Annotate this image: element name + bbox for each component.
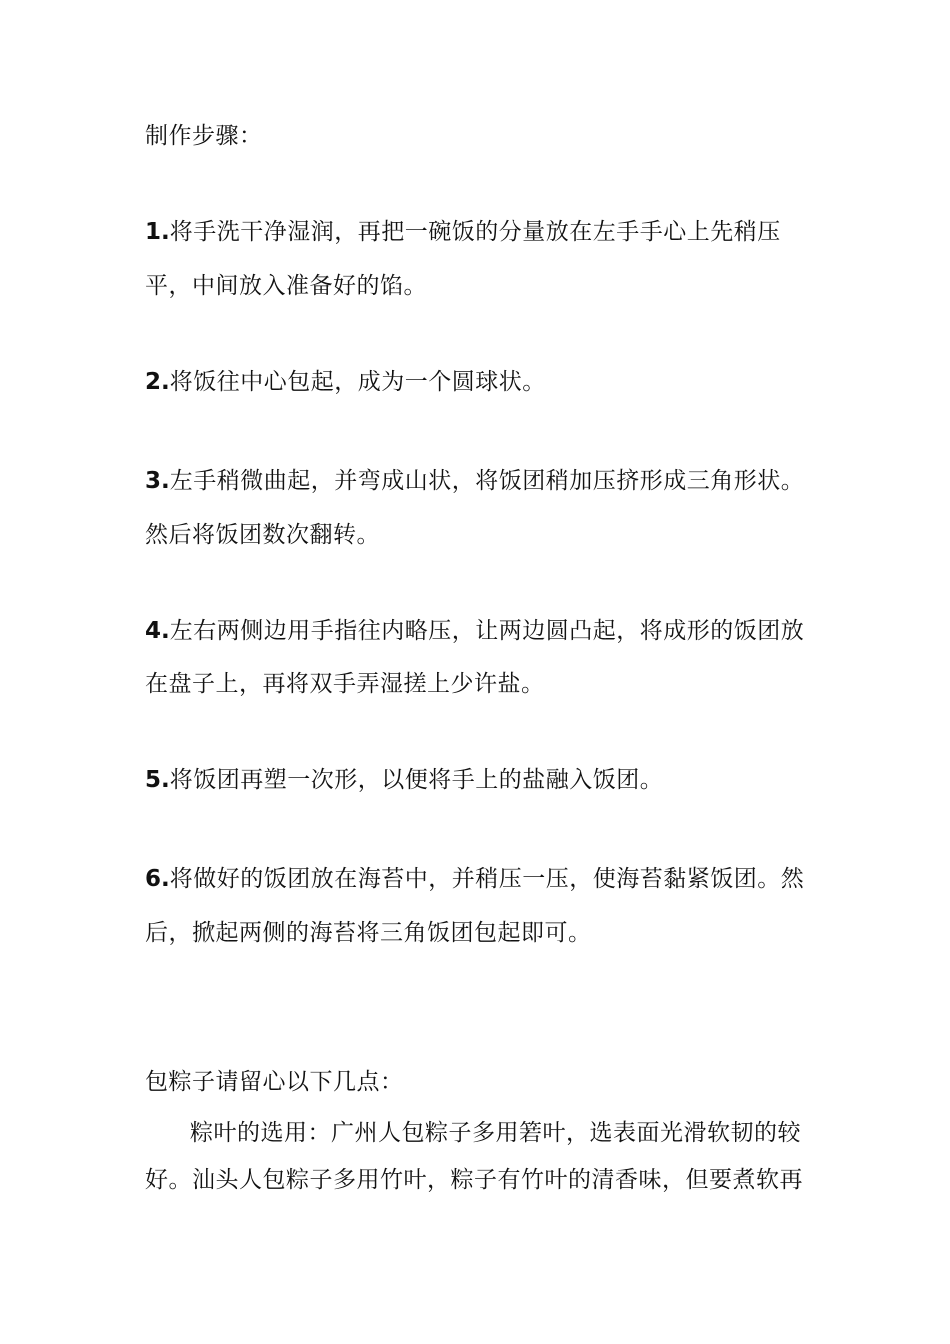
step-3-text-1: 左手稍微曲起，并弯成山状，将饭团稍加压挤形成三角形状。 [169, 468, 805, 494]
step-3-line-2: 然后将饭团数次翻转。 [145, 522, 380, 548]
step-1-text-1: 将手洗干净湿润，再把一碗饭的分量放在左手手心上先稍压 [169, 219, 781, 245]
step-2-number: 2. [145, 369, 170, 395]
step-6-line-1 [145, 865, 825, 893]
step-4-number: 4. [145, 618, 170, 644]
step-5-number: 5. [145, 767, 170, 793]
step-2-text-1: 将饭往中心包起，成为一个圆球状。 [169, 369, 546, 395]
step-1-line-1 [145, 218, 825, 246]
section2-line-1: 粽叶的选用：广州人包粽子多用箬叶，选表面光滑软韧的较 [190, 1120, 801, 1146]
section2-heading: 包粽子请留心以下几点： [145, 1069, 404, 1095]
step-1-number: 1. [145, 219, 170, 245]
step-6-line-2: 后，掀起两侧的海苔将三角饭团包起即可。 [145, 920, 592, 946]
step-5-line-1 [145, 766, 825, 794]
step-5-text-1: 将饭团再塑一次形，以便将手上的盐融入饭团。 [169, 767, 664, 793]
step-4-line-1 [145, 617, 825, 645]
step-1-line-2: 平，中间放入准备好的馅。 [145, 273, 427, 299]
step-3-line-1 [145, 467, 825, 495]
step-3-number: 3. [145, 468, 170, 494]
step-6-text-1: 将做好的饭团放在海苔中，并稍压一压，使海苔黏紧饭团。然 [169, 866, 805, 892]
step-4-line-2: 在盘子上，再将双手弄湿搓上少许盐。 [145, 671, 545, 697]
step-2-line-1 [145, 368, 825, 396]
section2-line-2: 好。汕头人包粽子多用竹叶，粽子有竹叶的清香味，但要煮软再 [145, 1167, 803, 1193]
step-6-number: 6. [145, 866, 170, 892]
step-4-text-1: 左右两侧边用手指往内略压，让两边圆凸起，将成形的饭团放 [169, 618, 805, 644]
steps-heading: 制作步骤： [145, 123, 263, 149]
